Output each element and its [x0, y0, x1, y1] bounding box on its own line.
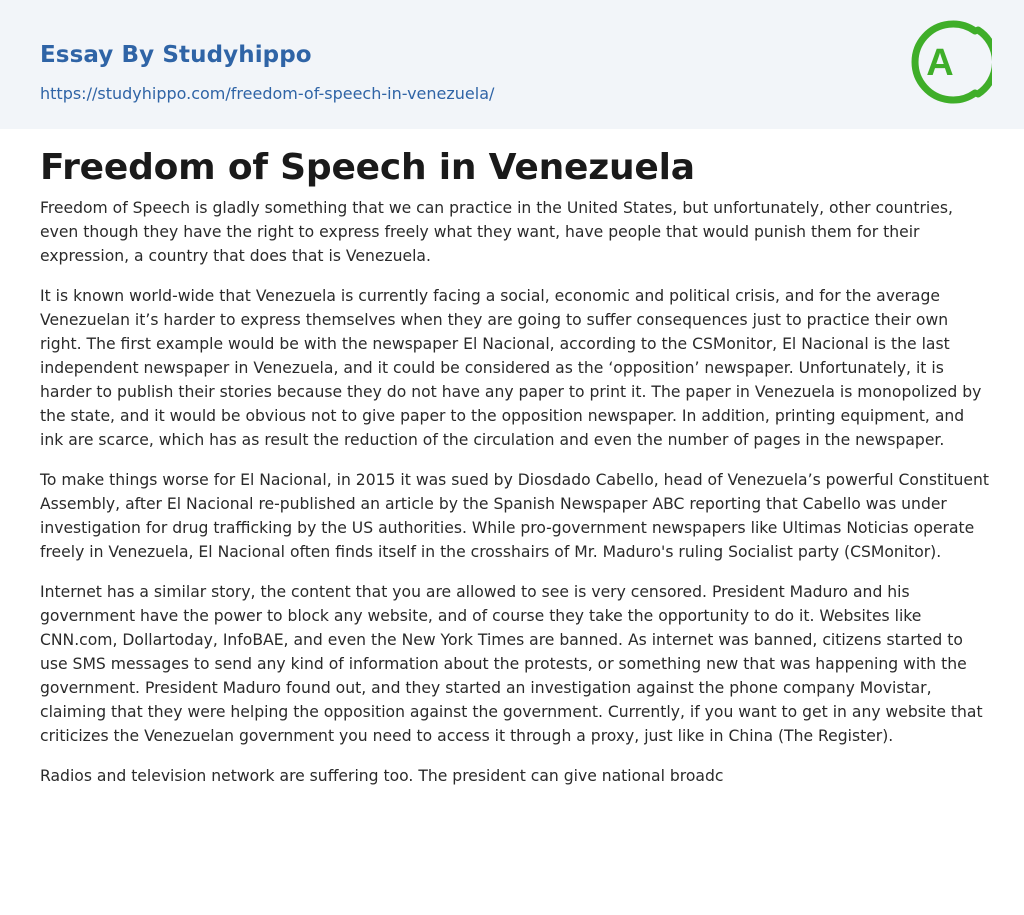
studyhippo-logo-icon[interactable] — [906, 16, 992, 108]
essay-content — [40, 146, 990, 804]
essay-paragraph: Freedom of Speech is gladly something that we can practice in the United States, but unfortunately, other countries, even though they have the right to express freely what they want, have people that would punish them for their expression, a country that does that is Venezuela. — [40, 199, 953, 265]
site-header — [0, 0, 1024, 129]
logo-letter: A — [926, 42, 954, 84]
essay-paragraph: Radios and television network are suffering too. The president can give national broadc — [40, 767, 724, 785]
essay-paragraph: It is known world-wide that Venezuela is currently facing a social, economic and political crisis, and for the average Venezuelan it’s harder to express themselves when they are going to suffer consequences just to practice their own right. The first example would be with the newspaper El Nacional, according to the CSMonitor, El Nacional is the last independent newspaper in Venezuela, and it could be considered as the ‘opposition’ newspaper. Unfortunately, it is harder to publish their stories because they do not have any paper to print it. The paper in Venezuela is monopolized by the state, and it would be obvious not to give paper to the opposition newspaper. In addition, printing equipment, and ink are scarce, which has as result the reduction of the circulation and even the number of pages in the newspaper. — [40, 287, 982, 449]
site-brand[interactable]: Essay By Studyhippo — [40, 42, 312, 68]
essay-url-link[interactable]: https://studyhippo.com/freedom-of-speech-in-venezuela/ — [40, 84, 495, 103]
essay-paragraph: Internet has a similar story, the content that you are allowed to see is very censored. President Maduro and his government have the power to block any website, and of course they take the opportunity to do it. Websites like CNN.com, Dollartoday, InfoBAE, and even the New York Times are banned. As internet was banned, citizens started to use SMS messages to send any kind of information about the protests, or something new that was happening with the government. President Maduro found out, and they started an investigation against the phone company Movistar, claiming that they were helping the opposition against the government. Currently, if you want to get in any website that criticizes the Venezuelan government you need to access it through a proxy, just like in China (The Register). — [40, 583, 983, 745]
essay-title: Freedom of Speech in Venezuela — [40, 147, 695, 188]
essay-paragraph: To make things worse for El Nacional, in 2015 it was sued by Diosdado Cabello, head of Venezuela’s powerful Constituent Assembly, after El Nacional re-published an article by the Spanish Newspaper ABC reporting that Cabello was under investigation for drug trafficking by the US authorities. While pro-government newspapers like Ultimas Noticias operate freely in Venezuela, El Nacional often finds itself in the crosshairs of Mr. Maduro's ruling Socialist party (CSMonitor). — [40, 471, 989, 561]
